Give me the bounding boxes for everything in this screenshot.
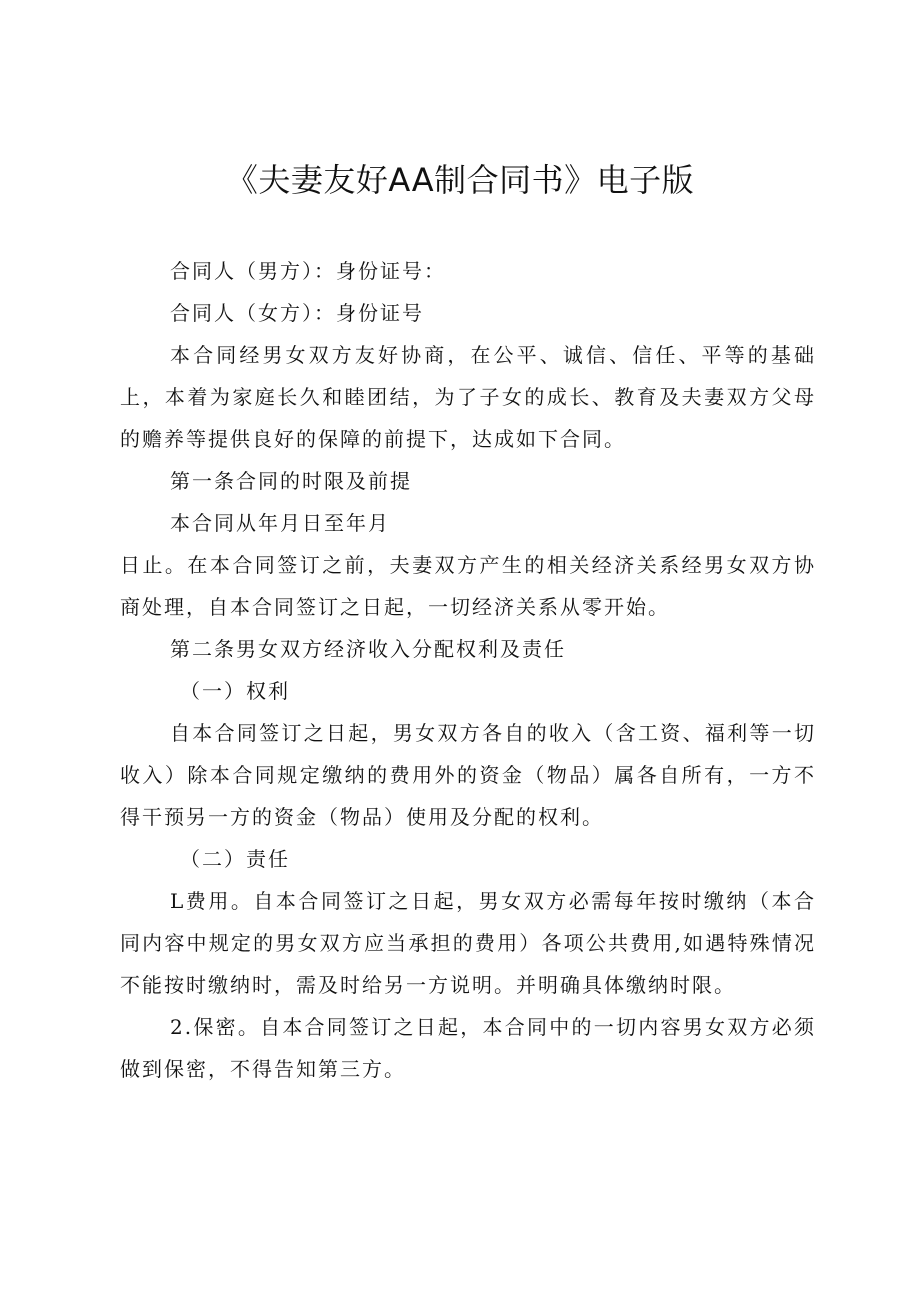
paragraph-term-start: 本合同从年月日至年月	[170, 511, 390, 535]
paragraph-male-party: 合同人（男方）：身份证号：	[170, 259, 446, 283]
paragraph-term-end: 日止。在本合同签订之前，夫妻双方产生的相关经济关系经男女双方协商处理，自本合同签订之日起，一切经济关系从零开始。	[120, 553, 816, 619]
paragraph-fees: L费用。自本合同签订之日起，男女双方必需每年按时缴纳（本合同内容中规定的男女双方应当承担的费用）各项公共费用,如遇特殊情况不能按时缴纳时，需及时给另一方说明。并明确具体缴纳时限。	[120, 889, 816, 997]
document-body	[120, 250, 816, 1090]
document-title: 《夫妻友好AA制合同书》电子版	[225, 161, 695, 199]
section-responsibilities-heading: （二）责任	[180, 847, 290, 871]
section-rights-heading: （一）权利	[180, 679, 290, 703]
paragraph-rights: 自本合同签订之日起，男女双方各自的收入（含工资、福利等一切收入）除本合同规定缴纳的费用外的资金（物品）属各自所有，一方不得干预另一方的资金（物品）使用及分配的权利。	[120, 721, 816, 829]
paragraph-preamble: 本合同经男女双方友好协商，在公平、诚信、信任、平等的基础上，本着为家庭长久和睦团结，为了子女的成长、教育及夫妻双方父母的赡养等提供良好的保障的前提下，达成如下合同。	[120, 343, 816, 451]
article-1-heading: 第一条合同的时限及前提	[170, 469, 412, 493]
paragraph-confidentiality: 2.保密。自本合同签订之日起，本合同中的一切内容男女双方必须做到保密，不得告知第三方。	[120, 1015, 816, 1081]
article-2-heading: 第二条男女双方经济收入分配权利及责任	[170, 637, 566, 661]
paragraph-female-party: 合同人（女方）：身份证号	[170, 301, 424, 325]
